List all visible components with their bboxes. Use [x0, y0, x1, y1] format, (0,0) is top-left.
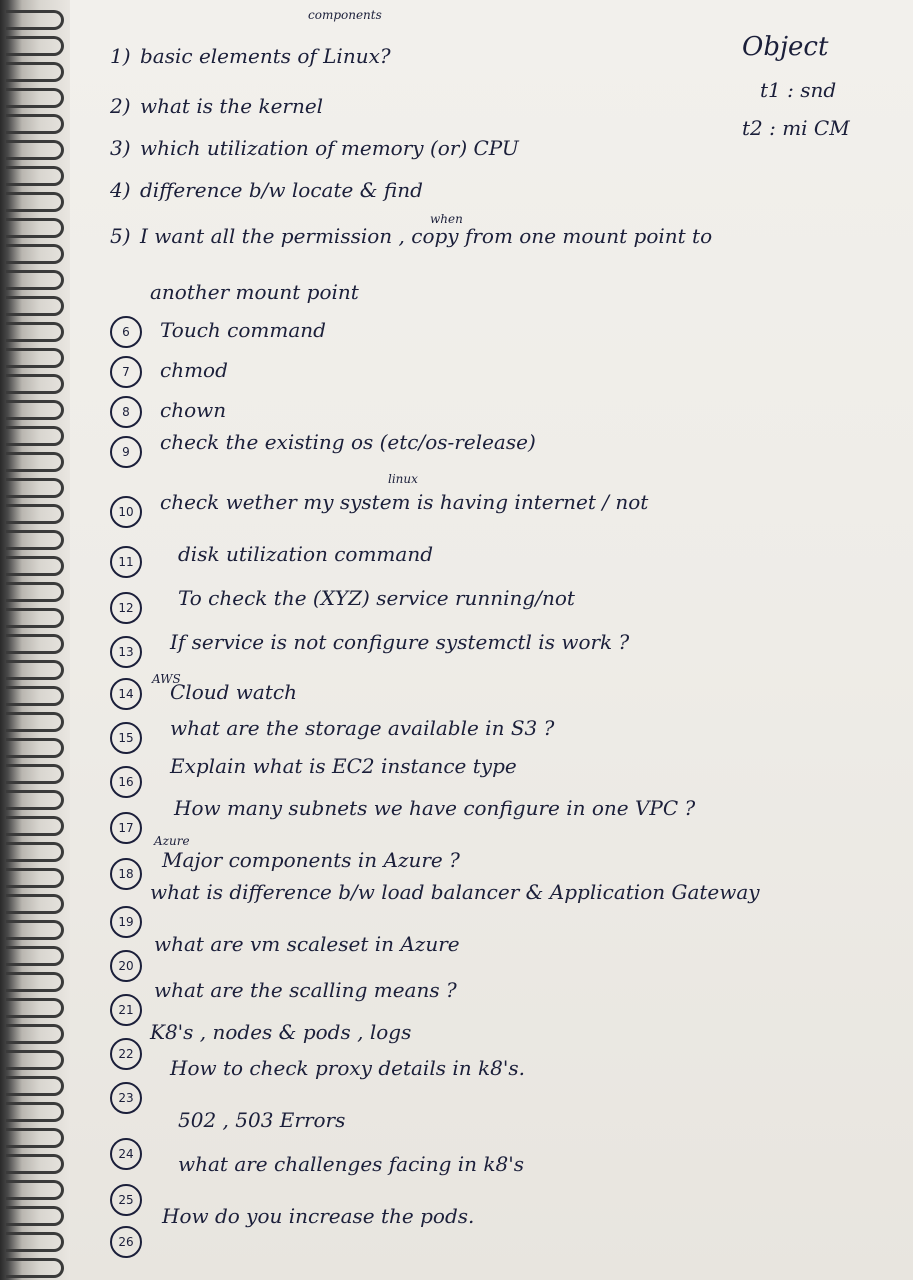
binding-ring: [6, 582, 64, 602]
binding-ring: [6, 894, 64, 914]
binding-ring: [6, 816, 64, 836]
binding-ring: [6, 10, 64, 30]
circled-number: 7: [110, 356, 142, 388]
circled-number: 10: [110, 496, 142, 528]
binding-ring: [6, 868, 64, 888]
binding-ring: [6, 790, 64, 810]
question-text: what is the kernel: [140, 94, 324, 118]
question-text: what are vm scaleset in Azure: [154, 932, 460, 956]
question-text: Touch command: [160, 318, 326, 342]
circled-number: 22: [110, 1038, 142, 1070]
circled-number: 25: [110, 1184, 142, 1216]
binding-ring: [6, 998, 64, 1018]
question-annotation: AWS: [152, 672, 181, 686]
binding-ring: [6, 426, 64, 446]
circled-number: 21: [110, 994, 142, 1026]
binding-ring: [6, 1076, 64, 1096]
binding-ring: [6, 1258, 64, 1278]
circled-number: 11: [110, 546, 142, 578]
question-text: what are the scalling means ?: [154, 978, 457, 1002]
question-text: How do you increase the pods.: [162, 1204, 475, 1228]
circled-number: 19: [110, 906, 142, 938]
binding-ring: [6, 1206, 64, 1226]
header-note: components: [308, 8, 382, 22]
binding-ring: [6, 1232, 64, 1252]
binding-ring: [6, 1128, 64, 1148]
binding-ring: [6, 764, 64, 784]
circled-number: 14: [110, 678, 142, 710]
circled-number: 24: [110, 1138, 142, 1170]
binding-ring: [6, 712, 64, 732]
binding-ring: [6, 946, 64, 966]
question-text: chown: [160, 398, 227, 422]
circled-number: 16: [110, 766, 142, 798]
binding-ring: [6, 1050, 64, 1070]
question-num: 1): [110, 44, 131, 68]
binding-ring: [6, 192, 64, 212]
question-text: basic elements of Linux?: [140, 44, 391, 68]
question-text: Major components in Azure ?: [162, 848, 460, 872]
circled-number: 26: [110, 1226, 142, 1258]
question-annotation: Azure: [154, 834, 190, 848]
question-text: disk utilization command: [178, 542, 433, 566]
circled-number: 13: [110, 636, 142, 668]
question-text: To check the (XYZ) service running/not: [178, 586, 575, 610]
question-text: what are the storage available in S3 ?: [170, 716, 555, 740]
circled-number: 6: [110, 316, 142, 348]
binding-ring: [6, 62, 64, 82]
binding-ring: [6, 920, 64, 940]
binding-ring: [6, 530, 64, 550]
spiral-binding: [0, 0, 70, 1280]
question-text: check the existing os (etc/os-release): [160, 430, 536, 454]
binding-ring: [6, 504, 64, 524]
binding-ring: [6, 1180, 64, 1200]
binding-ring: [6, 140, 64, 160]
circled-number: 15: [110, 722, 142, 754]
question-text: another mount point: [150, 280, 359, 304]
binding-ring: [6, 166, 64, 186]
question-text: K8's , nodes & pods , logs: [150, 1020, 412, 1044]
binding-ring: [6, 738, 64, 758]
question-text: chmod: [160, 358, 228, 382]
binding-ring: [6, 36, 64, 56]
question-annotation: when: [430, 212, 463, 226]
object-note-title: Object: [742, 32, 829, 62]
binding-ring: [6, 1102, 64, 1122]
binding-ring: [6, 244, 64, 264]
binding-ring: [6, 608, 64, 628]
circled-number: 9: [110, 436, 142, 468]
question-text: which utilization of memory (or) CPU: [140, 136, 519, 160]
binding-ring: [6, 660, 64, 680]
question-num: 5): [110, 224, 131, 248]
question-text: Explain what is EC2 instance type: [170, 754, 517, 778]
binding-ring: [6, 374, 64, 394]
object-note-line1: t1 : snd: [760, 78, 837, 102]
binding-ring: [6, 1154, 64, 1174]
question-num: 3): [110, 136, 131, 160]
circled-number: 18: [110, 858, 142, 890]
notebook-page: [70, 0, 913, 1280]
binding-ring: [6, 348, 64, 368]
binding-ring: [6, 296, 64, 316]
circled-number: 8: [110, 396, 142, 428]
binding-ring: [6, 88, 64, 108]
binding-ring: [6, 686, 64, 706]
binding-ring: [6, 972, 64, 992]
binding-ring: [6, 1024, 64, 1044]
binding-ring: [6, 270, 64, 290]
binding-ring: [6, 556, 64, 576]
question-text: Cloud watch: [170, 680, 297, 704]
circled-number: 20: [110, 950, 142, 982]
question-text: If service is not configure systemctl is work ?: [170, 630, 630, 654]
circled-number: 12: [110, 592, 142, 624]
binding-ring: [6, 842, 64, 862]
question-text: what is difference b/w load balancer & Application Gateway: [150, 880, 760, 904]
binding-ring: [6, 478, 64, 498]
binding-ring: [6, 114, 64, 134]
binding-ring: [6, 634, 64, 654]
question-text: check wether my system is having internet / not: [160, 490, 649, 514]
question-text: How many subnets we have configure in one VPC ?: [174, 796, 696, 820]
binding-ring: [6, 218, 64, 238]
circled-number: 17: [110, 812, 142, 844]
question-text: difference b/w locate & find: [140, 178, 423, 202]
question-annotation: linux: [388, 472, 418, 486]
question-text: what are challenges facing in k8's: [178, 1152, 524, 1176]
question-text: How to check proxy details in k8's.: [170, 1056, 525, 1080]
circled-number: 23: [110, 1082, 142, 1114]
binding-ring: [6, 452, 64, 472]
question-text: I want all the permission , copy from one mount point to: [140, 224, 713, 248]
object-note-line2: t2 : mi CM: [742, 116, 850, 140]
question-num: 4): [110, 178, 131, 202]
question-num: 2): [110, 94, 131, 118]
binding-ring: [6, 322, 64, 342]
binding-ring: [6, 400, 64, 420]
question-text: 502 , 503 Errors: [178, 1108, 346, 1132]
